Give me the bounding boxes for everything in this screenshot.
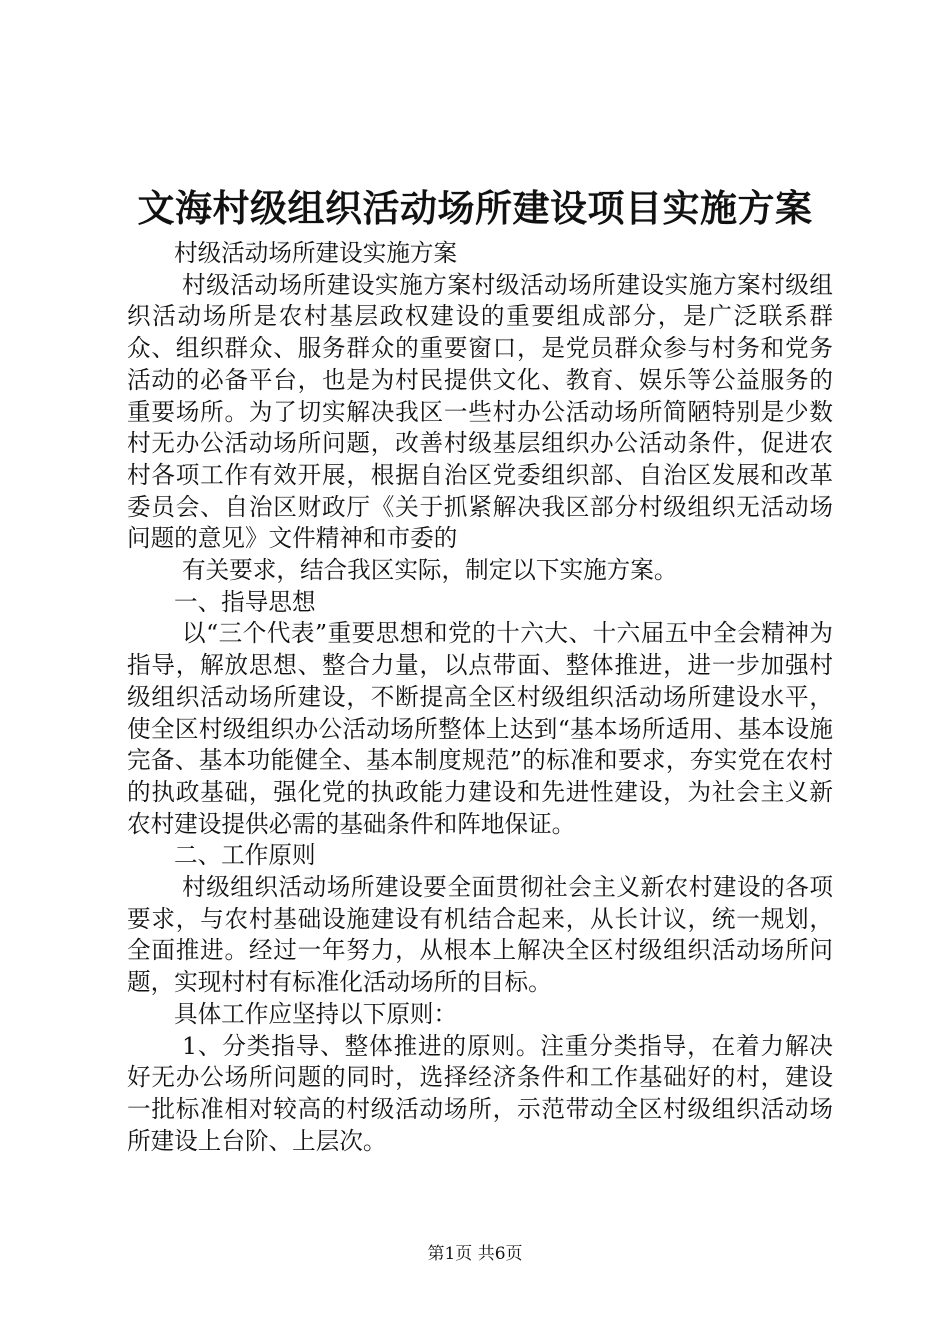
section-heading: 一、指导思想	[174, 587, 316, 616]
paragraph: 以“三个代表”重要思想和党的十六大、十六届五中全会精神为指导，解放思想、整合力量，以点带面、整体推进，进一步加强村级组织活动场所建设，不断提高全区村级组织活动场所建设水平，使全区村级组织办公活动场所整体上达到“基本场所适用、基本设施完备、基本功能健全、基本制度规范”的标准和要求，夯实党在农村的执政基础，强化党的执政能力建设和先进性建设，为社会主义新农村建设提供必需的基础条件和阵地保证。	[127, 619, 833, 838]
paragraph: 有关要求，结合我区实际，制定以下实施方案。	[182, 556, 678, 585]
page-footer: 第1页 共6页	[427, 1244, 523, 1264]
section-heading: 村级活动场所建设实施方案	[174, 239, 458, 267]
section-heading: 二、工作原则	[174, 841, 316, 870]
document-body	[127, 238, 833, 1157]
paragraph: 1、分类指导、整体推进的原则。注重分类指导，在着力解决好无办公场所问题的同时，选择经济条件和工作基础好的村，建设一批标准相对较高的村级活动场所，示范带动全区村级组织活动场所建设上台阶、上层次。	[127, 1031, 833, 1155]
paragraph: 村级活动场所建设实施方案村级活动场所建设实施方案村级组织活动场所是农村基层政权建设的重要组成部分，是广泛联系群众、组织群众、服务群众的重要窗口，是党员群众参与村务和党务活动的必备平台，也是为村民提供文化、教育、娱乐等公益服务的重要场所。为了切实解决我区一些村办公活动场所简陋特别是少数村无办公活动场所问题，改善村级基层组织办公活动条件，促进农村各项工作有效开展，根据自治区党委组织部、自治区发展和改革委员会、自治区财政厅《关于抓紧解决我区部分村级组织无活动场问题的意见》文件精神和市委的	[127, 270, 833, 553]
document-title: 文海村级组织活动场所建设项目实施方案	[137, 187, 813, 230]
section-heading: 具体工作应坚持以下原则：	[174, 999, 458, 1028]
paragraph: 村级组织活动场所建设要全面贯彻社会主义新农村建设的各项要求，与农村基础设施建设有机结合起来，从长计议，统一规划，全面推进。经过一年努力，从根本上解决全区村级组织活动场所问题，实现村村有标准化活动场所的目标。	[127, 873, 833, 997]
